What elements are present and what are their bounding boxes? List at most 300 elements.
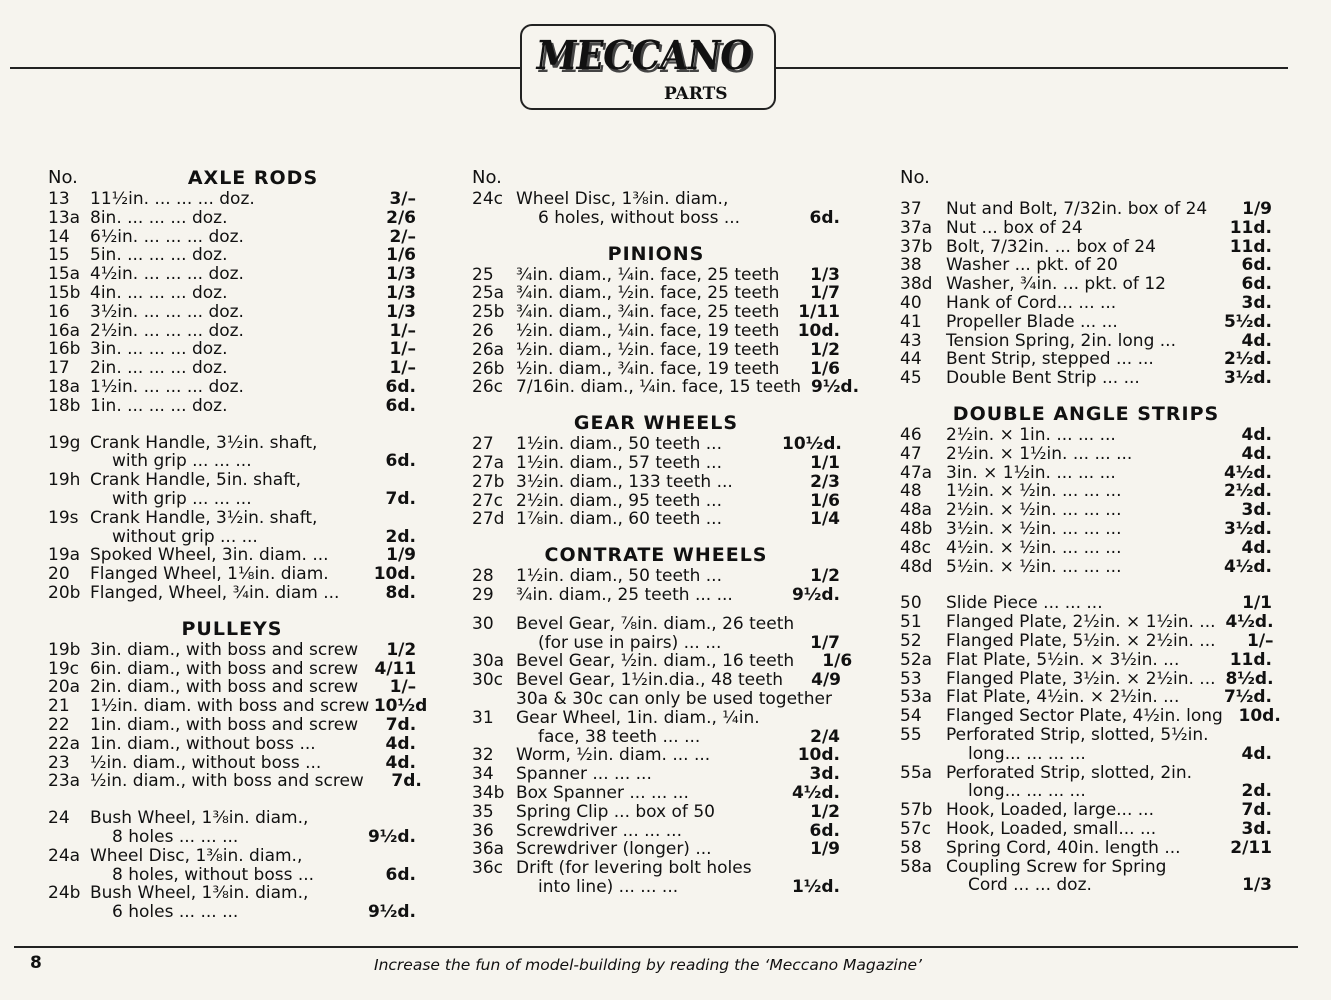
part-price: 4d. [385, 752, 416, 773]
part-description: Flanged Wheel, 1⅛in. diam. [90, 564, 329, 585]
part-description: Crank Handle, 3½in. shaft, [90, 432, 318, 453]
part-row [900, 651, 1272, 670]
part-row [472, 190, 840, 209]
part-row [900, 350, 1272, 369]
part-price: 10d. [797, 320, 840, 341]
part-price: 6d. [809, 820, 840, 841]
part-price: 7½d. [1223, 687, 1272, 708]
part-price: 1/11 [798, 302, 840, 323]
part-row [900, 706, 1281, 727]
part-number: 48c [900, 537, 931, 558]
part-row [900, 275, 1272, 294]
part-price: 10½d. [782, 434, 842, 455]
part-row [900, 726, 1272, 745]
part-description: ½in. diam., ¾in. face, 19 teeth [516, 358, 780, 379]
part-price: 3d. [1241, 292, 1272, 313]
part-price: 11d. [1229, 217, 1272, 238]
part-row [900, 632, 1272, 651]
part-description: 1½in. diam., 50 teeth ... [516, 434, 722, 455]
part-description: 2½in. diam., 95 teeth ... [516, 490, 722, 511]
part-description: Tension Spring, 2in. long ... [946, 330, 1176, 351]
part-row [472, 822, 840, 841]
part-description: 8 holes ... ... ... [112, 826, 239, 847]
part-description: Bevel Gear, 1½in.dia., 48 teeth [516, 670, 784, 691]
part-description: 2in. diam., with boss and screw [90, 677, 359, 698]
part-row [900, 294, 1272, 313]
part-description: Box Spanner ... ... ... [516, 782, 689, 803]
part-number: 26c [472, 377, 503, 398]
part-description: 1½in. diam., 57 teeth ... [516, 452, 722, 473]
part-price: 3/– [389, 189, 416, 209]
parts-column-1 [48, 166, 428, 923]
number-column-header [48, 166, 416, 190]
part-price: 1/2 [810, 339, 840, 360]
part-row [48, 565, 416, 584]
part-row [472, 266, 840, 285]
part-price: 1/3 [386, 282, 416, 303]
part-row [472, 284, 840, 303]
part-number: 41 [900, 311, 922, 332]
part-price: 1½d. [791, 876, 840, 897]
part-number: 55 [900, 724, 922, 745]
part-number: 22 [48, 714, 70, 735]
part-number: 30 [472, 613, 494, 634]
part-price: 7d. [391, 771, 422, 792]
part-number: 37a [900, 217, 933, 238]
part-number [48, 452, 90, 471]
part-price: 1/6 [810, 490, 840, 511]
part-row [900, 332, 1272, 351]
part-description: ¾in. diam., ¼in. face, 25 teeth [516, 264, 780, 285]
part-row [472, 567, 840, 586]
part-number: 15 [48, 245, 70, 266]
part-price: 9½d. [367, 826, 416, 847]
part-description: 6 holes ... ... ... [112, 902, 239, 923]
part-price [1214, 858, 1272, 877]
part-description: 11½in. ... ... ... doz. [90, 189, 255, 209]
part-number: 27a [472, 452, 505, 473]
part-price: 1/9 [810, 839, 840, 860]
part-number: 27c [472, 490, 503, 511]
part-number: 52a [900, 649, 933, 670]
part-number: 28 [472, 566, 494, 587]
part-price: 1/– [389, 358, 416, 379]
part-row [48, 866, 416, 885]
part-price: 1/7 [810, 283, 840, 304]
part-description: face, 38 teeth ... ... [538, 726, 701, 747]
part-number: 24 [48, 808, 70, 829]
part-description: Bevel Gear, ⅞in. diam., 26 teeth [516, 613, 795, 634]
part-price: 1/9 [386, 545, 416, 566]
part-price: 1/3 [386, 264, 416, 285]
part-row [472, 746, 840, 765]
part-description: 1in. diam., without boss ... [90, 733, 316, 754]
part-row [900, 801, 1272, 820]
part-number: 35 [472, 801, 494, 822]
part-number [48, 866, 90, 885]
part-number: 53 [900, 668, 922, 689]
part-number [900, 876, 946, 895]
part-price: 1/7 [810, 632, 840, 653]
part-description: ½in. diam., ¼in. face, 19 teeth [516, 320, 780, 341]
part-number: 27 [472, 434, 494, 455]
top-rule-left [10, 67, 520, 69]
part-row [48, 340, 416, 359]
part-description: Bevel Gear, ½in. diam., 16 teeth [516, 651, 795, 672]
part-price: 6d. [385, 395, 416, 416]
part-number: 14 [48, 226, 70, 247]
part-price: 1/– [389, 320, 416, 341]
part-description: Crank Handle, 5in. shaft, [90, 470, 301, 491]
part-row [472, 840, 840, 859]
part-price [358, 509, 416, 528]
part-row [900, 670, 1272, 689]
part-number: 19c [48, 658, 79, 679]
part-description: Cord ... ... doz. [968, 875, 1092, 896]
part-row [900, 688, 1272, 707]
part-row [48, 471, 416, 490]
part-row [900, 558, 1272, 577]
part-number: 38d [900, 274, 933, 295]
section-heading: GEAR WHEELS [573, 412, 739, 435]
part-price: 1/6 [822, 651, 853, 672]
part-number: 20b [48, 582, 81, 603]
part-price: 3d. [809, 764, 840, 785]
part-row [900, 594, 1272, 613]
part-row [900, 482, 1272, 501]
part-price [782, 709, 840, 728]
part-number: 20a [48, 677, 81, 698]
part-number: 43 [900, 330, 922, 351]
part-number: 47a [900, 462, 933, 483]
part-price: 6d. [385, 376, 416, 397]
part-price: 6d. [385, 864, 416, 885]
part-description: 2in. ... ... ... doz. [90, 358, 228, 379]
part-number: 34b [472, 782, 505, 803]
part-price: 1/2 [386, 639, 417, 660]
part-number: 21 [48, 696, 70, 717]
part-description: 6½in. ... ... ... doz. [90, 226, 244, 247]
part-row [48, 228, 416, 247]
part-description: Bush Wheel, 1⅜in. diam., [90, 808, 309, 829]
part-number: 48a [900, 500, 933, 521]
part-row [472, 209, 840, 228]
part-description: 5½in. × ½in. ... ... ... [946, 556, 1122, 577]
part-price: 9½d. [367, 902, 416, 923]
part-row [472, 878, 840, 897]
part-number: 48d [900, 556, 933, 577]
part-number: 26b [472, 358, 505, 379]
part-row [48, 528, 416, 547]
part-description: Crank Handle, 3½in. shaft, [90, 507, 318, 528]
part-description: Spanner ... ... ... [516, 764, 652, 785]
part-description: without grip ... ... [112, 526, 258, 547]
part-price: 4½d. [791, 782, 840, 803]
part-number: 47 [900, 443, 922, 464]
part-description: Washer, ¾in. ... pkt. of 12 [946, 274, 1166, 295]
part-price: 6d. [1241, 255, 1272, 276]
part-price: 2½d. [1223, 481, 1272, 502]
part-row [900, 839, 1272, 858]
part-description: 1½in. diam., 50 teeth ... [516, 566, 722, 587]
part-description: Flanged Plate, 2½in. × 1½in. ... [946, 612, 1216, 633]
part-number: 46 [900, 424, 922, 445]
part-row [900, 219, 1272, 238]
page-number: 8 [30, 953, 42, 973]
part-number: 25a [472, 283, 505, 304]
part-row [48, 246, 416, 265]
part-price [1214, 726, 1272, 745]
part-row [48, 397, 416, 416]
part-description: 2½in. × 1½in. ... ... ... [946, 443, 1133, 464]
part-number: 19a [48, 545, 81, 566]
part-number: 23a [48, 771, 81, 792]
part-price: 10d. [797, 745, 840, 766]
part-number: 24c [472, 189, 503, 209]
part-number: 27d [472, 509, 505, 530]
part-row [472, 473, 840, 492]
part-number [48, 490, 90, 509]
part-row [472, 360, 840, 379]
part-number: 13 [48, 189, 70, 209]
part-price: 2/11 [1230, 837, 1272, 858]
part-row [900, 426, 1272, 445]
part-description: Spring Cord, 40in. length ... [946, 837, 1181, 858]
part-description: Flanged Plate, 5½in. × 2½in. ... [946, 630, 1216, 651]
part-row [48, 303, 416, 322]
part-price: 4/11 [374, 658, 417, 679]
part-number: 30a [472, 651, 505, 672]
section-heading: DOUBLE ANGLE STRIPS [952, 402, 1220, 425]
part-number: 50 [900, 593, 922, 614]
part-description: Perforated Strip, slotted, 2in. [946, 762, 1193, 783]
part-number: 53a [900, 687, 933, 708]
number-column-header [472, 166, 840, 190]
part-price: 1/3 [810, 264, 840, 285]
part-description: Drift (for levering bolt holes [516, 858, 752, 879]
part-number: 18a [48, 376, 81, 397]
part-number: 52 [900, 630, 922, 651]
part-number: 16a [48, 320, 81, 341]
part-row [48, 584, 416, 603]
part-description: ½in. diam., ½in. face, 19 teeth [516, 339, 780, 360]
part-number: 15a [48, 264, 81, 285]
part-description: Washer ... pkt. of 20 [946, 255, 1118, 276]
part-number: 29 [472, 584, 494, 605]
part-description: 6in. diam., with boss and screw [90, 658, 359, 679]
part-row [900, 313, 1272, 332]
part-row [48, 678, 416, 697]
part-row [48, 641, 416, 660]
part-number [472, 209, 516, 228]
part-number: 19g [48, 432, 81, 453]
part-description: long... ... ... ... [968, 781, 1086, 802]
part-row [48, 322, 416, 341]
part-number: 22a [48, 733, 81, 754]
bottom-rule [14, 946, 1298, 948]
part-row [472, 803, 840, 822]
part-description: 6 holes, without boss ... [538, 207, 741, 228]
part-number: 26a [472, 339, 505, 360]
part-description: 3in. ... ... ... doz. [90, 339, 228, 360]
part-description: Nut and Bolt, 7/32in. box of 24 [946, 199, 1208, 219]
part-price: 3d. [1241, 500, 1272, 521]
part-description: Slide Piece ... ... ... [946, 593, 1103, 614]
part-row [472, 615, 840, 634]
part-price: 10d. [1238, 706, 1281, 727]
logo-wordmark: MECCANO [532, 32, 755, 79]
part-number: 18b [48, 395, 81, 416]
part-description: Worm, ½in. diam. ... ... [516, 745, 711, 766]
part-description: Flanged Plate, 3½in. × 2½in. ... [946, 668, 1216, 689]
logo-subtitle: PARTS [664, 84, 728, 104]
part-description: long... ... ... ... [968, 743, 1086, 764]
part-price: 6d. [809, 207, 840, 228]
part-row [472, 784, 840, 803]
part-description: 1½in. × ½in. ... ... ... [946, 481, 1122, 502]
part-row [48, 716, 416, 735]
part-number: 19h [48, 470, 81, 491]
part-number: 36c [472, 858, 503, 879]
part-price [782, 859, 840, 878]
part-price: 4d. [1241, 743, 1272, 764]
part-description: Bent Strip, stepped ... ... [946, 349, 1154, 370]
part-price: 1/6 [810, 358, 840, 379]
part-row [48, 359, 416, 378]
part-price [1214, 764, 1272, 783]
part-row [48, 771, 422, 792]
part-description: 2½in. ... ... ... doz. [90, 320, 244, 341]
part-price: 1/– [389, 677, 417, 698]
part-description: Nut ... box of 24 [946, 217, 1083, 238]
part-number: 54 [900, 706, 922, 727]
part-price: 2/6 [386, 207, 416, 228]
section-heading: PULLEYS [181, 617, 283, 640]
part-row [48, 809, 416, 828]
footer-tagline: Increase the fun of model-building by reading the ‘Meccano Magazine’ [374, 956, 922, 974]
part-number: 26 [472, 320, 494, 341]
part-price: 4½d. [1223, 556, 1272, 577]
part-price: 2/– [389, 226, 416, 247]
part-row [472, 322, 840, 341]
part-number: 23 [48, 752, 70, 773]
part-row [472, 586, 840, 605]
part-row [48, 284, 416, 303]
part-row [472, 510, 840, 529]
no-label: No. [48, 167, 78, 188]
part-price: 4d. [1241, 330, 1272, 351]
part-description: into line) ... ... ... [538, 876, 679, 897]
part-price: 1/2 [810, 801, 840, 822]
part-number: 40 [900, 292, 922, 313]
part-price: 1/– [1246, 630, 1274, 651]
part-row [48, 378, 416, 397]
part-description: ¾in. diam., ¾in. face, 25 teeth [516, 302, 780, 323]
part-price: 9½d. [810, 377, 860, 398]
no-label: No. [900, 167, 930, 188]
part-number [48, 528, 90, 547]
part-row [472, 303, 840, 322]
top-rule-right [776, 67, 1288, 69]
part-number: 13a [48, 207, 81, 228]
part-row [900, 520, 1272, 539]
part-description: Double Bent Strip ... ... [946, 368, 1140, 389]
part-number [472, 728, 516, 747]
part-description: Screwdriver (longer) ... [516, 839, 712, 860]
part-number [900, 782, 946, 801]
part-price: 8½d. [1225, 668, 1274, 689]
part-description: (for use in pairs) ... ... [538, 632, 722, 653]
part-row [48, 452, 416, 471]
part-description: ¾in. diam., 25 teeth ... ... [516, 584, 733, 605]
part-number: 16b [48, 339, 81, 360]
part-price: 4½d. [1225, 612, 1274, 633]
part-price: 1/3 [386, 301, 416, 322]
part-row [900, 876, 1272, 895]
part-price [358, 471, 416, 490]
part-row [900, 613, 1272, 632]
part-description: Hook, Loaded, large... ... [946, 800, 1154, 821]
part-description: with grip ... ... ... [112, 451, 252, 472]
part-description: 2½in. × 1in. ... ... ... [946, 424, 1116, 445]
part-number [472, 690, 516, 709]
part-row [48, 209, 416, 228]
part-price [794, 615, 852, 634]
part-number: 48b [900, 518, 933, 539]
part-description: 8 holes, without boss ... [112, 864, 315, 885]
part-number: 19b [48, 639, 81, 660]
part-description: Gear Wheel, 1in. diam., ¼in. [516, 707, 760, 728]
part-price: 7d. [385, 714, 417, 735]
part-price: 5½d. [1223, 311, 1272, 332]
part-description: 1½in. diam. with boss and screw [90, 696, 370, 717]
section-heading: AXLE RODS [187, 167, 319, 189]
part-description: ¾in. diam., ½in. face, 25 teeth [516, 283, 780, 304]
part-number: 38 [900, 255, 922, 276]
part-description: 8in. ... ... ... doz. [90, 207, 228, 228]
part-description: 7/16in. diam., ¼in. face, 15 teeth [516, 377, 802, 398]
parts-column-3 [900, 166, 1281, 896]
meccano-logo [520, 24, 776, 110]
part-description: ½in. diam., without boss ... [90, 752, 322, 773]
part-description: 30a & 30c can only be used together [516, 688, 832, 709]
part-number: 36 [472, 820, 494, 841]
part-price: 2/4 [810, 726, 840, 747]
part-price: 8d. [385, 582, 416, 603]
part-number: 45 [900, 368, 922, 389]
part-price: 4d. [1241, 537, 1272, 558]
part-description: Wheel Disc, 1⅜in. diam., [516, 189, 729, 209]
part-description: 4in. ... ... ... doz. [90, 282, 228, 303]
part-number [900, 745, 946, 764]
part-description: ½in. diam., with boss and screw [90, 771, 364, 792]
part-row [48, 546, 416, 565]
part-price: 2d. [1241, 781, 1272, 802]
part-number: 44 [900, 349, 922, 370]
part-description: Bush Wheel, 1⅜in. diam., [90, 883, 309, 904]
part-price: 3d. [1241, 818, 1272, 839]
part-row [472, 341, 840, 360]
part-description: Hank of Cord... ... ... [946, 292, 1117, 313]
part-description: Coupling Screw for Spring [946, 856, 1167, 877]
part-description: 1½in. ... ... ... doz. [90, 376, 244, 397]
part-price: 11d. [1229, 236, 1272, 257]
part-number [472, 634, 516, 653]
part-row [472, 651, 853, 672]
part-number: 24b [48, 883, 81, 904]
part-number [48, 903, 90, 922]
part-description: with grip ... ... ... [112, 488, 252, 509]
